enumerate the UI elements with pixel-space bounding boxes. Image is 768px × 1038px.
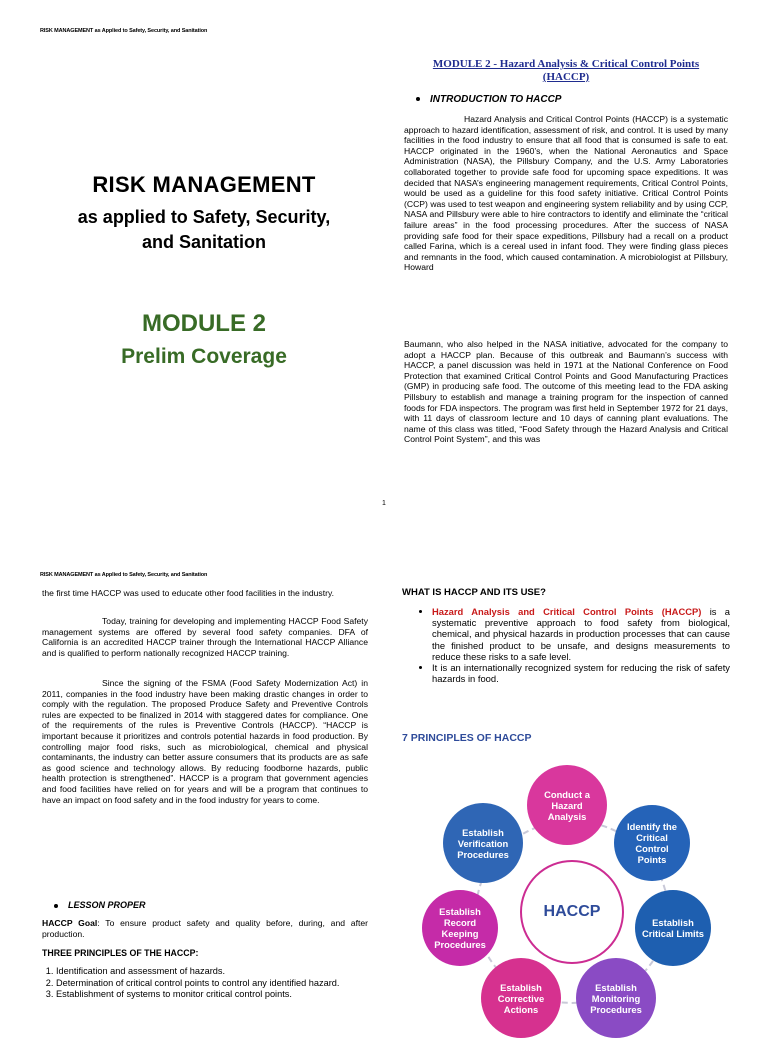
goal-text: : To ensure product safety and quality before, during, and after production. (42, 918, 368, 939)
lesson-heading-text: LESSON PROPER (68, 900, 146, 910)
principle-node: Establish Critical Limits (635, 890, 711, 966)
what-heading: WHAT IS HACCP AND ITS USE? (402, 587, 546, 598)
module-heading-line-2: (HACCP) (542, 71, 590, 83)
running-header: RISK MANAGEMENT as Applied to Safety, Security, and Sanitation (40, 28, 208, 34)
bullet-icon (416, 97, 420, 101)
principle-node: Establish Verification Procedures (443, 803, 523, 883)
three-principles-heading: THREE PRINCIPLES OF THE HACCP: (42, 948, 199, 958)
principle-node: Establish Record Keeping Procedures (422, 890, 498, 966)
principle-node: Establish Monitoring Procedures (576, 958, 656, 1038)
paragraph-1: the first time HACCP was used to educate other food facilities in the industry. (42, 588, 335, 598)
haccp-center-circle: HACCP (520, 860, 624, 964)
principle-node: Conduct a Hazard Analysis (527, 765, 607, 845)
module-label: MODULE 2 (141, 310, 266, 337)
cover-subtitle (24, 205, 384, 255)
seven-principles-heading: 7 PRINCIPLES OF HACCP (402, 732, 532, 744)
intro-heading (416, 94, 561, 105)
page-number: 1 (382, 500, 386, 507)
what-bullet-2: • It is an internationally recognized system for reducing the risk of safety hazards in food. (432, 662, 730, 684)
principle-node: Identify the Critical Control Points (614, 805, 690, 881)
cover-subtitle-line-2: and Sanitation (141, 232, 266, 252)
what-bullet-1 (432, 606, 730, 662)
intro-paragraph-2: Baumann, who also helped in the NASA initiative, advocated for the company to adopt a HACCP plan. Because of this outbreak and Baumann’s success with HACCP, a panel discussion was held in 1971 at the National Conference on Food Protection that examined Critical Control Points and Good Manufacturing Practices (GMP) in producing safe food. The outcome of this meeting lead to the FDA asking Pillsbury to establish and manage a training program for the inspection of canned foods for FDA inspectors. The program was first held in September 1972 for 21 days, with 11 days of classroom lecture and 10 days of canning plant evaluations. The name of this class was titled, “Food Safety through the Hazard Analysis and Critical Control Point System”, and this was (404, 339, 728, 445)
cover-title: RISK MANAGEMENT (92, 172, 316, 197)
haccp-definition-highlight: Hazard Analysis and Critical Control Points (HACCP) (432, 606, 702, 617)
principle-item: 2. Determination of critical control points to control any identified hazard. (56, 978, 396, 990)
cover-subtitle-line-1: as applied to Safety, Security, (77, 207, 331, 227)
intro-heading-text: INTRODUCTION TO HACCP (430, 94, 562, 105)
module-heading-line-1: MODULE 2 - Hazard Analysis & Critical Control Points (432, 58, 700, 70)
principle-item: 3. Establishment of systems to monitor critical control points. (56, 989, 396, 1001)
paragraph-3: Since the signing of the FSMA (Food Safety Modernization Act) in 2011, companies in the food industry have been making drastic changes in order to comply with the regulation. The proposed Produce Safety and Preventive Controls rules are expected to be finalized in 2014 with staggered dates for compliance. One of the requirements of the rules is Preventive Controls (HACCP). “HACCP is important because it prioritizes and controls potential hazards in food production. By controlling major food risks, such as microbiological, chemical and physical contaminants, the industry can better assure consumers that its products are as safe as good science and technology allows. By reducing foodborne hazards, public health protection is strengthened”. HACCP is a program that government agencies and food facilities have relied on for years and will be a program that continues to have an impact on food safety and in the food industry for years to come. (42, 678, 368, 805)
running-header: RISK MANAGEMENT as Applied to Safety, Security, and Sanitation (40, 572, 208, 578)
goal-label: HACCP Goal (42, 918, 98, 928)
haccp-goal (42, 918, 368, 939)
intro-paragraph-1: Hazard Analysis and Critical Control Points (HACCP) is a systematic approach to hazard identification, assessment of risk, and control. It is used by many facilities in the food industry to ensure that all food that is consumed is safe to eat. HACCP originated in the 1960’s, when the National Aeronautics and Space Administration (NASA), the Pillsbury Company, and the U.S. Army Laboratories collaborated together to provide safe food for upcoming space expeditions. It was decided that NASA’s engineering management requirements, Critical Control Points, would be used as a guideline for this food safety initiative. Critical Control Points (CCP) was used to test weapon and engineering system reliability and by using CCP, NASA and Pillsbury were able to hire contractors to identify and eliminate the “critical failure areas” in the food processing procedures. After the success of NASA providing safe food for their space expeditions, Pillsbury had a recall on a product called Farina, which is a cereal used in infant food. They were finding glass pieces and remnants in the food, which caused contamination. A microbiologist at Pillsbury, Howard (404, 114, 728, 273)
paragraph-2: Today, training for developing and implementing HACCP Food Safety management systems are offered by several food safety companies. DFA of California is an accredited HACCP trainer through the International HACCP Alliance and is qualified to perform nationally recognized HACCP training. (42, 616, 368, 658)
principle-node: Establish Corrective Actions (481, 958, 561, 1038)
bullet-icon (54, 904, 58, 908)
module-heading (404, 58, 728, 84)
coverage-label: Prelim Coverage (121, 345, 287, 368)
haccp-definition-text: is a systematic preventive approach to food safety from biological, chemical, and physical hazards in production processes that can cause the finished product to be unsafe, and designs measurements to reduce these risks to a safe level. (432, 606, 730, 662)
what-bullets (404, 606, 730, 684)
principle-item: 1. Identification and assessment of hazards. (56, 966, 396, 978)
three-principles-list (28, 966, 396, 1001)
lesson-heading (54, 900, 146, 910)
